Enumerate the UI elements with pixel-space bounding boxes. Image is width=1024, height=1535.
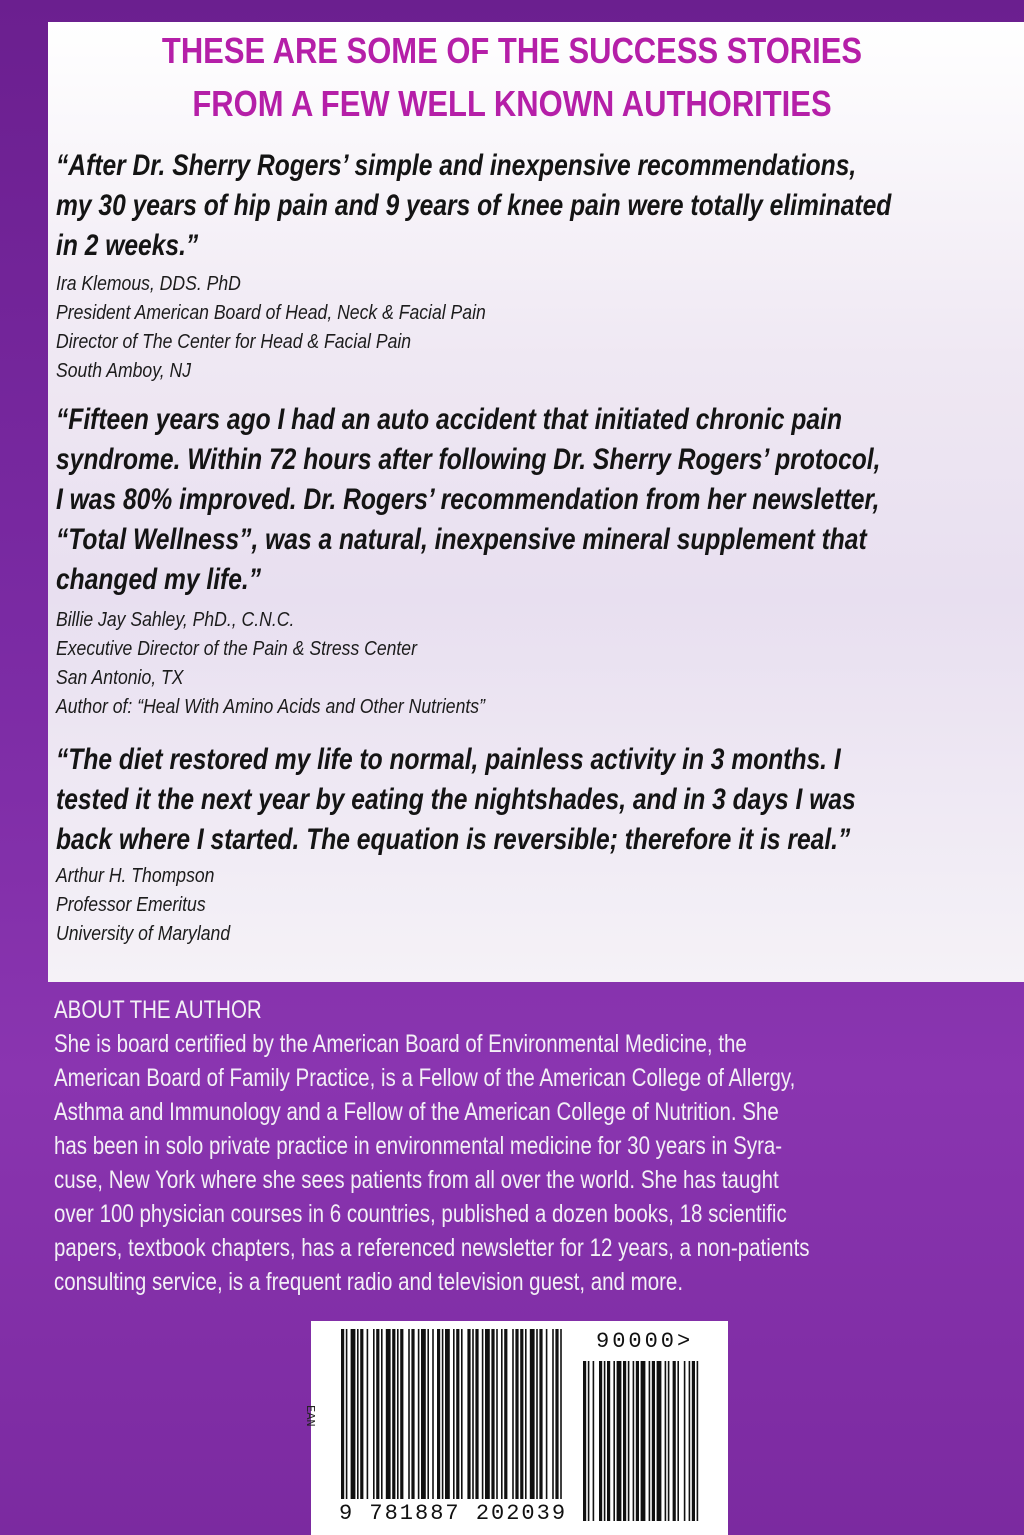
- barcode-bar: [482, 1329, 484, 1499]
- attribution-line: Director of The Center for Head & Facial Pain: [56, 331, 412, 353]
- barcode-bar: [657, 1361, 662, 1521]
- barcode: [303, 1321, 728, 1535]
- barcode-bar: [397, 1329, 399, 1499]
- barcode-bar: [472, 1329, 474, 1499]
- barcode-bar: [652, 1361, 655, 1521]
- testimonial-attribution-3: [56, 862, 725, 949]
- barcode-bar: [437, 1329, 440, 1499]
- barcode-bar: [445, 1329, 450, 1499]
- barcode-bar: [583, 1361, 586, 1521]
- attribution-line: University of Maryland: [56, 923, 231, 945]
- testimonial-attribution-1: [56, 270, 725, 386]
- headline-line-2: FROM A FEW WELL KNOWN AUTHORITIES: [192, 83, 832, 124]
- about-line: has been in solo private practice in environmental medicine for 30 years in Syra-: [54, 1132, 783, 1160]
- barcode-bar: [346, 1329, 348, 1499]
- headline-line-1: THESE ARE SOME OF THE SUCCESS STORIES: [161, 30, 863, 71]
- quote-line: “The diet restored my life to normal, painless activity in 3 months. I: [56, 743, 841, 776]
- barcode-bar: [485, 1329, 490, 1499]
- barcode-bar: [367, 1329, 369, 1499]
- barcode-bar: [604, 1361, 606, 1521]
- barcode-bar: [555, 1329, 558, 1499]
- barcode-bar: [593, 1361, 595, 1521]
- attribution-line: Ira Klemous, DDS. PhD: [56, 273, 241, 295]
- quote-line: my 30 years of hip pain and 9 years of knee pain were totally eliminated: [56, 189, 892, 222]
- barcode-bar: [360, 1329, 363, 1499]
- quote-line: “Total Wellness”, was a natural, inexpensive mineral supplement that: [56, 523, 867, 556]
- about-line: over 100 physician courses in 6 countries, published a dozen books, 18 scientific: [54, 1200, 787, 1228]
- barcode-bar: [617, 1361, 622, 1521]
- about-line: American Board of Family Practice, is a Fellow of the American College of Allergy,: [54, 1064, 796, 1092]
- barcode-bar: [461, 1329, 463, 1499]
- barcode-bar: [525, 1329, 527, 1499]
- barcode-bar: [628, 1361, 630, 1521]
- testimonial-quote-2: [56, 400, 1007, 600]
- barcode-bar: [373, 1329, 375, 1499]
- barcode-bar: [599, 1361, 602, 1521]
- barcode-bar: [351, 1329, 356, 1499]
- about-line: Asthma and Immunology and a Fellow of the American College of Nutrition. She: [54, 1098, 779, 1126]
- barcode-bar: [684, 1361, 686, 1521]
- about-line: She is board certified by the American Board of Environmental Medicine, the: [54, 1030, 747, 1058]
- barcode-bar: [588, 1361, 590, 1521]
- about-line: papers, textbook chapters, has a referenced newsletter for 12 years, a non-patients: [54, 1234, 810, 1262]
- barcode-bar: [411, 1329, 414, 1499]
- barcode-bar: [697, 1361, 699, 1521]
- barcode-digits: 9 781887 202039: [339, 1501, 568, 1526]
- attribution-line: South Amboy, NJ: [56, 360, 191, 382]
- barcode-bar: [692, 1361, 695, 1521]
- barcode-bar: [530, 1329, 535, 1499]
- barcode-bar: [607, 1361, 610, 1521]
- price-code: 90000>: [596, 1329, 694, 1354]
- about-line: cuse, New York where she sees patients from all over the world. She has taught: [54, 1166, 779, 1194]
- barcode-bar: [392, 1329, 395, 1499]
- barcode-bar: [442, 1329, 444, 1499]
- about-title: ABOUT THE AUTHOR: [54, 996, 262, 1024]
- barcode-bar: [475, 1329, 478, 1499]
- barcode-bar: [501, 1329, 503, 1499]
- quote-line: I was 80% improved. Dr. Rogers’ recommendation from her newsletter,: [56, 483, 880, 516]
- quote-line: “After Dr. Sherry Rogers’ simple and inexpensive recommendations,: [56, 149, 857, 182]
- barcode-bar: [515, 1329, 518, 1499]
- barcode-bar: [623, 1361, 626, 1521]
- barcode-bar: [560, 1329, 562, 1499]
- barcode-bar: [341, 1329, 344, 1499]
- quote-line: changed my life.”: [56, 563, 262, 596]
- about-the-author: [54, 993, 972, 1299]
- testimonial-quote-1: [56, 146, 1007, 266]
- barcode-bar: [357, 1329, 359, 1499]
- quote-line: tested it the next year by eating the nightshades, and in 3 days I was: [56, 783, 856, 816]
- attribution-line: Professor Emeritus: [56, 894, 206, 916]
- barcode-bar: [381, 1329, 383, 1499]
- barcode-bar: [649, 1361, 651, 1521]
- barcode-bar: [520, 1329, 523, 1499]
- attribution-line: Executive Director of the Pain & Stress Center: [56, 638, 417, 660]
- attribution-line: Author of: “Heal With Amino Acids and Other Nutrients”: [56, 696, 485, 718]
- barcode-bar: [504, 1329, 507, 1499]
- barcode-bar: [376, 1329, 379, 1499]
- attribution-line: Arthur H. Thompson: [56, 865, 215, 887]
- barcode-bar: [427, 1329, 429, 1499]
- barcode-bar: [552, 1329, 554, 1499]
- attribution-line: San Antonio, TX: [56, 667, 184, 689]
- barcode-bar: [456, 1329, 459, 1499]
- attribution-line: Billie Jay Sahley, PhD., C.N.C.: [56, 609, 295, 631]
- barcode-bar: [665, 1361, 667, 1521]
- barcode-bar: [386, 1329, 391, 1499]
- quote-line: “Fifteen years ago I had an auto accident that initiated chronic pain: [56, 403, 842, 436]
- about-line: consulting service, is a frequent radio and television guest, and more.: [54, 1268, 684, 1296]
- barcode-bar: [539, 1329, 542, 1499]
- barcode-bar: [546, 1329, 548, 1499]
- barcode-bar: [496, 1329, 498, 1499]
- barcode-bar: [673, 1361, 676, 1521]
- barcode-bar: [636, 1361, 639, 1521]
- attribution-line: President American Board of Head, Neck & Facial Pain: [56, 302, 486, 324]
- quote-line: in 2 weeks.”: [56, 229, 199, 262]
- barcode-bar: [689, 1361, 691, 1521]
- quote-line: syndrome. Within 72 hours after following Dr. Sherry Rogers’ protocol,: [56, 443, 881, 476]
- barcode-bar: [536, 1329, 538, 1499]
- barcode-bar: [400, 1329, 403, 1499]
- barcode-bar: [491, 1329, 494, 1499]
- testimonial-attribution-2: [56, 606, 725, 722]
- barcode-bar: [512, 1329, 514, 1499]
- quote-line: back where I started. The equation is reversible; therefore it is real.”: [56, 823, 851, 856]
- barcode-bar: [677, 1361, 679, 1521]
- barcode-bar: [418, 1329, 420, 1499]
- barcode-bar: [432, 1329, 434, 1499]
- barcode-bar: [453, 1329, 455, 1499]
- barcode-bar: [613, 1361, 615, 1521]
- barcode-bar: [421, 1329, 426, 1499]
- barcode-bar: [467, 1329, 470, 1499]
- ean-label: EAN: [303, 1405, 317, 1427]
- barcode-bar: [641, 1361, 646, 1521]
- barcode-bar: [633, 1361, 635, 1521]
- barcode-bar: [408, 1329, 410, 1499]
- testimonial-quote-3: [56, 740, 1007, 860]
- barcode-bar: [668, 1361, 670, 1521]
